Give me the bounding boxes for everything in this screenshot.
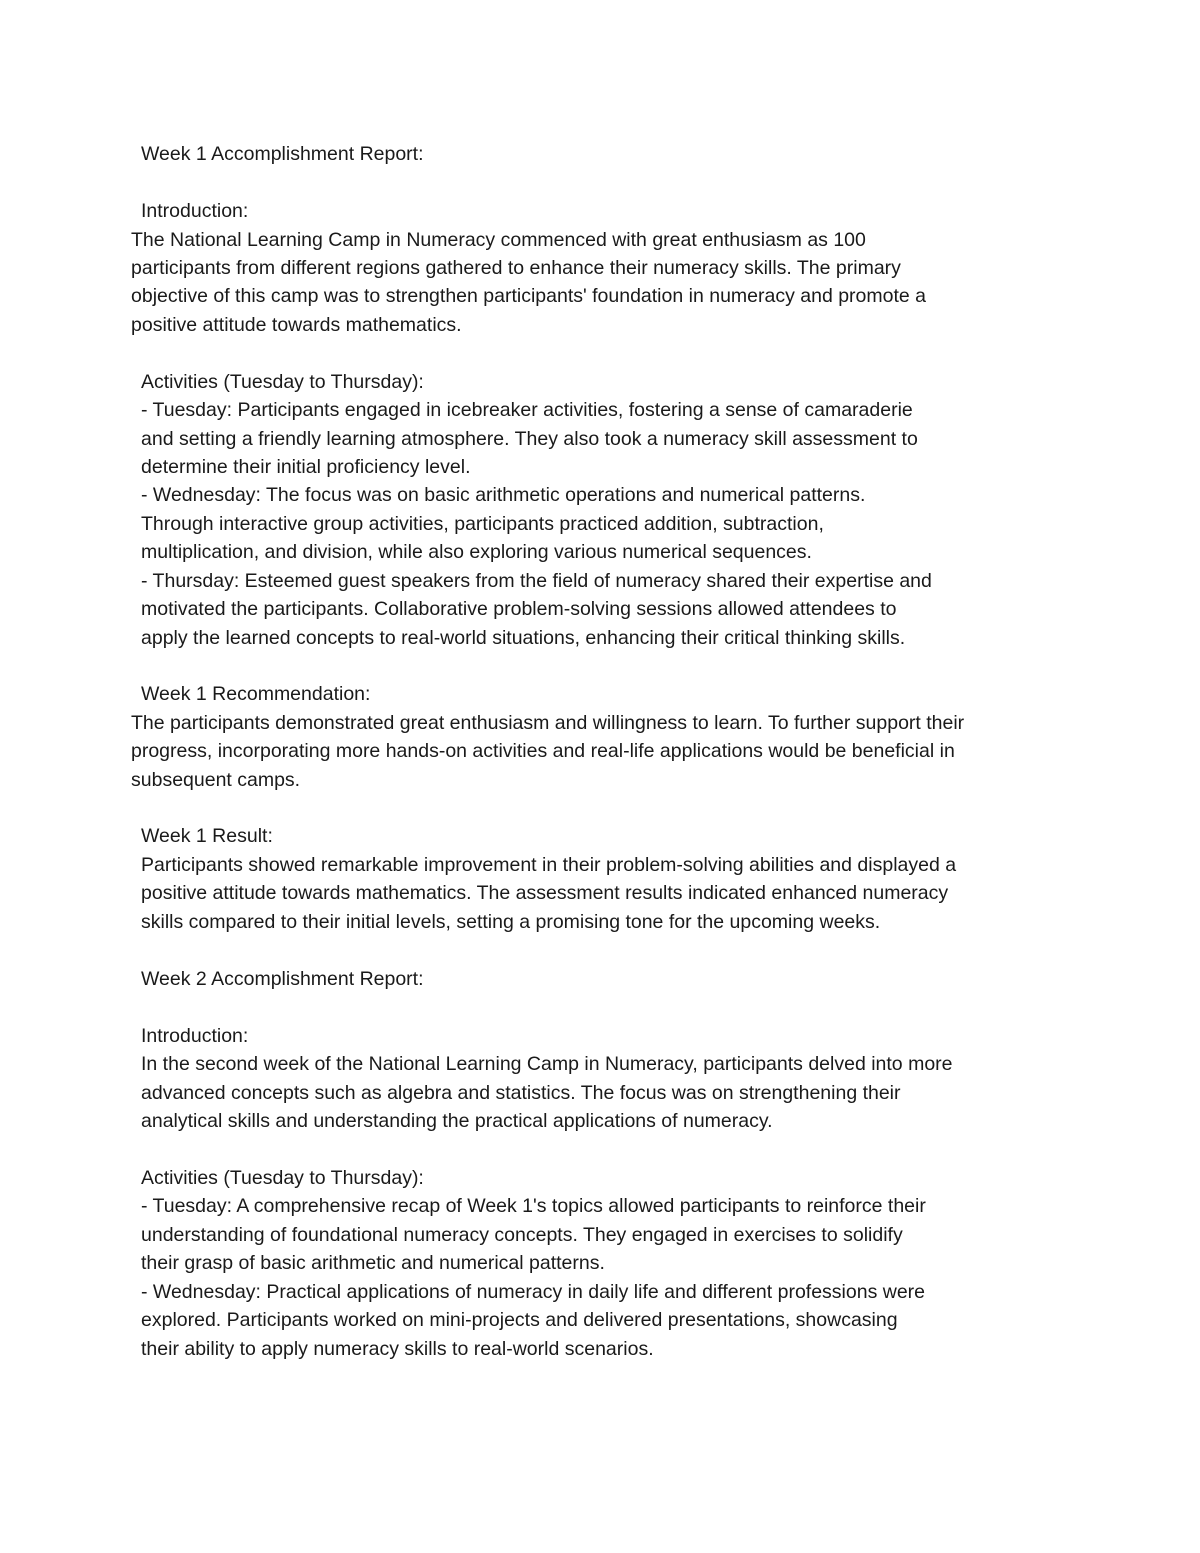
week2-intro-line: In the second week of the National Learning Camp in Numeracy, participants delved into more	[141, 1053, 953, 1075]
week1-activities-line: motivated the participants. Collaborative problem-solving sessions allowed attendees to	[141, 598, 897, 620]
week2-activities-line: their ability to apply numeracy skills to real-world scenarios.	[141, 1338, 654, 1360]
week1-intro-line: positive attitude towards mathematics.	[131, 314, 462, 336]
week2-activities-line: understanding of foundational numeracy concepts. They engaged in exercises to solidify	[141, 1224, 903, 1246]
week1-result-line: Participants showed remarkable improvement in their problem-solving abilities and displayed a	[141, 854, 957, 876]
week1-activities-line: multiplication, and division, while also exploring various numerical sequences.	[141, 541, 812, 563]
week1-activities-line: determine their initial proficiency level.	[141, 456, 471, 478]
week1-activities-label: Activities (Tuesday to Thursday):	[141, 371, 424, 393]
week1-recommendation-line: subsequent camps.	[131, 769, 301, 791]
week1-activities-line: and setting a friendly learning atmosphere. They also took a numeracy skill assessment to	[141, 428, 918, 450]
week2-activities-label: Activities (Tuesday to Thursday):	[141, 1167, 424, 1189]
week1-recommendation-line: progress, incorporating more hands-on activities and real-life applications would be beneficial in	[131, 740, 955, 762]
week1-heading: Week 1 Accomplishment Report:	[141, 143, 424, 165]
week2-intro-line: advanced concepts such as algebra and statistics. The focus was on strengthening their	[141, 1082, 901, 1104]
week2-intro-line: analytical skills and understanding the practical applications of numeracy.	[141, 1110, 773, 1132]
week1-result-line: positive attitude towards mathematics. The assessment results indicated enhanced numeracy	[141, 882, 949, 904]
week1-result-line: skills compared to their initial levels, setting a promising tone for the upcoming weeks.	[141, 911, 881, 933]
week2-activities-line: - Tuesday: A comprehensive recap of Week 1's topics allowed participants to reinforce their	[141, 1195, 926, 1217]
week1-recommendation-label: Week 1 Recommendation:	[141, 683, 371, 705]
week2-activities-line: their grasp of basic arithmetic and numerical patterns.	[141, 1252, 605, 1274]
week2-intro-label: Introduction:	[141, 1025, 249, 1047]
week1-intro-label: Introduction:	[141, 200, 249, 222]
week2-heading: Week 2 Accomplishment Report:	[141, 968, 424, 990]
week1-activities-line: - Tuesday: Participants engaged in icebreaker activities, fostering a sense of camaraderie	[141, 399, 913, 421]
week1-result-label: Week 1 Result:	[141, 825, 273, 847]
week2-activities-line: - Wednesday: Practical applications of numeracy in daily life and different professions were	[141, 1281, 926, 1303]
week1-intro-line: The National Learning Camp in Numeracy commenced with great enthusiasm as 100	[131, 229, 866, 251]
week1-activities-line: Through interactive group activities, participants practiced addition, subtraction,	[141, 513, 824, 535]
week1-activities-line: - Thursday: Esteemed guest speakers from the field of numeracy shared their expertise and	[141, 570, 932, 592]
week1-intro-line: objective of this camp was to strengthen participants' foundation in numeracy and promote a	[131, 285, 927, 307]
week1-activities-line: - Wednesday: The focus was on basic arithmetic operations and numerical patterns.	[141, 484, 866, 506]
week2-activities-line: explored. Participants worked on mini-projects and delivered presentations, showcasing	[141, 1309, 898, 1331]
week1-recommendation-line: The participants demonstrated great enthusiasm and willingness to learn. To further support their	[131, 712, 965, 734]
week1-activities-line: apply the learned concepts to real-world situations, enhancing their critical thinking skills.	[141, 627, 906, 649]
week1-intro-line: participants from different regions gathered to enhance their numeracy skills. The primary	[131, 257, 901, 279]
